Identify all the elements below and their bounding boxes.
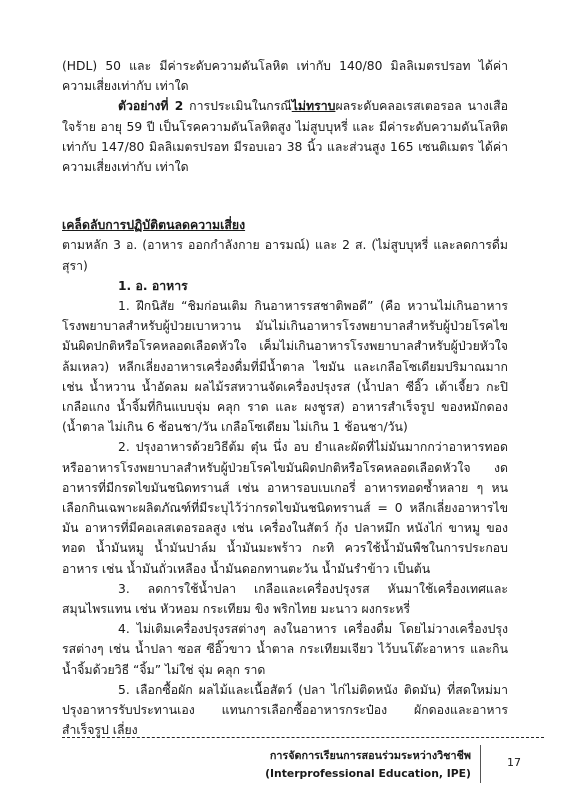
example2-underlined-text: ไม่ทราบ (291, 99, 336, 114)
paragraph-example1-end: (HDL) 50 และ มีค่าระดับความดันโลหิต เท่ากับ 140/80 มิลลิเมตรปรอท ได้ค่าความเสี่ยงเท่ากับ เท่าใด (62, 59, 508, 94)
page-number: 17 (507, 756, 521, 769)
example2-label: ตัวอย่างที่ 2 (118, 99, 184, 114)
list-item-4: 4. ไม่เติมเครื่องปรุงรสต่างๆ ลงในอาหาร เครื่องดื่ม โดยไม่วางเครื่องปรุงรสต่างๆ เช่น น้ำปลา ซอส ซีอิ๊วขาว น้ำตาล กระเทียมเจียว ไว้บนโต๊ะอาหาร และกินน้ำจิ้มด้วยวิธี “จิ้ม” ไม่ใช่ จุ่ม คลุก ราด (62, 622, 508, 677)
footer-title (265, 747, 471, 783)
list-item-3: 3. ลดการใช้น้ำปลา เกลือและเครื่องปรุงรส หันมาใช้เครื่องเทศและสมุนไพรแทน เช่น หัวหอม กระเทียม ขิง พริกไทย มะนาว ผงกระหรี่ (62, 581, 508, 617)
spacer (62, 177, 508, 196)
page-body (62, 56, 508, 741)
example2-text-pre: การประเมินในกรณี (183, 99, 292, 114)
example2-text-post: ผลระดับคลอเรสเตอรอล นางเสือ ใจร้าย อายุ 59 ปี เป็นโรคความดันโลหิตสูง ไม่สูบบุหรี่ และ มีค่าระดับความดันโลหิต เท่ากับ 147/80 มิลลิเมตรปรอท มีรอบเอว 38 นิ้ว และส่วนสูง 165 เซนติเมตร ได้ค่าความเสี่ยงเท่ากับ เท่าใด (62, 99, 509, 175)
paragraph-example2 (62, 96, 508, 177)
section-title: เคล็ดลับการปฏิบัติตนลดความเสี่ยง (62, 218, 246, 233)
footer-title-english: (Interprofessional Education, IPE) (265, 767, 471, 780)
footer-divider (62, 737, 544, 738)
footer-separator (480, 745, 481, 783)
spacer (62, 196, 508, 215)
sub-heading-food: 1. อ. อาหาร (118, 278, 188, 293)
footer-title-thai: การจัดการเรียนการสอนร่วมระหว่างวิชาชีพ (269, 749, 471, 762)
list-item-1: 1. ฝึกนิสัย “ชิมก่อนเติม กินอาหารรสชาติพอดี” (คือ หวานไม่เกินอาหารโรงพยาบาลสำหรับผู้ป่วยเบาหวาน มันไม่เกินอาหารโรงพยาบาลสำหรับผู้ป่วยโรคไขมันผิดปกติหรือโรคหลอดเลือดหัวใจ เค็มไม่เกินอาหารโรงพยาบาลสำหรับผู้ป่วยหัวใจล้มเหลว) หลีกเลี่ยงอาหารเครื่องดื่มที่มีน้ำตาล ไขมัน และเกลือโซเดียมปริมาณมาก เช่น น้ำหวาน น้ำอัดลม ผลไม้รสหวานจัดเครื่องปรุงรส (น้ำปลา ซีอิ๊ว เต้าเจี้ยว กะปิ เกลือแกง น้ำจิ้มที่กินแบบจุ่ม คลุก ราด และ ผงชูรส) อาหารสำเร็จรูป ของหมักดอง (น้ำตาล ไม่เกิน 6 ช้อนชา/วัน เกลือโซเดียม ไม่เกิน 1 ช้อนชา/วัน) (62, 299, 508, 435)
section-intro: ตามหลัก 3 อ. (อาหาร ออกกำลังกาย อารมณ์) และ 2 ส. (ไม่สูบบุหรี่ และลดการดื่มสุรา) (62, 238, 508, 273)
list-item-5: 5. เลือกซื้อผัก ผลไม้และเนื้อสัตว์ (ปลา ไก่ไม่ติดหนัง ติดมัน) ที่สดใหม่มาปรุงอาหารรับประทานเอง แทนการเลือกซื้ออาหารกระป๋อง ผักดองและอาหารสำเร็จรูป เลี่ยง (62, 682, 508, 738)
list-item-2: 2. ปรุงอาหารด้วยวิธีต้ม ตุ๋น นึ่ง อบ ยำและผัดที่ไม่มันมากกว่าอาหารทอด หรืออาหารโรงพยาบาลสำหรับผู้ป่วยโรคไขมันผิดปกติหรือโรคหลอดเลือดหัวใจ งดอาหารที่มีกรดไขมันชนิดทรานส์ เช่น อาหารอบเบเกอรี่ อาหารทอดซ้ำหลาย ๆ หน เลือกกินเฉพาะผลิตภัณฑ์ที่มีระบุไว้ว่ากรดไขมันชนิดทรานส์ = 0 หลีกเลี่ยงอาหารไขมัน อาหารที่มีคอเลสเตอรอลสูง เช่น เครื่องในสัตว์ กุ้ง ปลาหมึก หนังไก่ ขาหมู ของทอด น้ำมันหมู น้ำมันปาล์ม น้ำมันมะพร้าว กะทิ ควรใช้น้ำมันพืชในการประกอบอาหาร เช่น น้ำมันถั่วเหลือง น้ำมันดอกทานตะวัน น้ำมันรำข้าว เป็นต้น (62, 440, 508, 576)
